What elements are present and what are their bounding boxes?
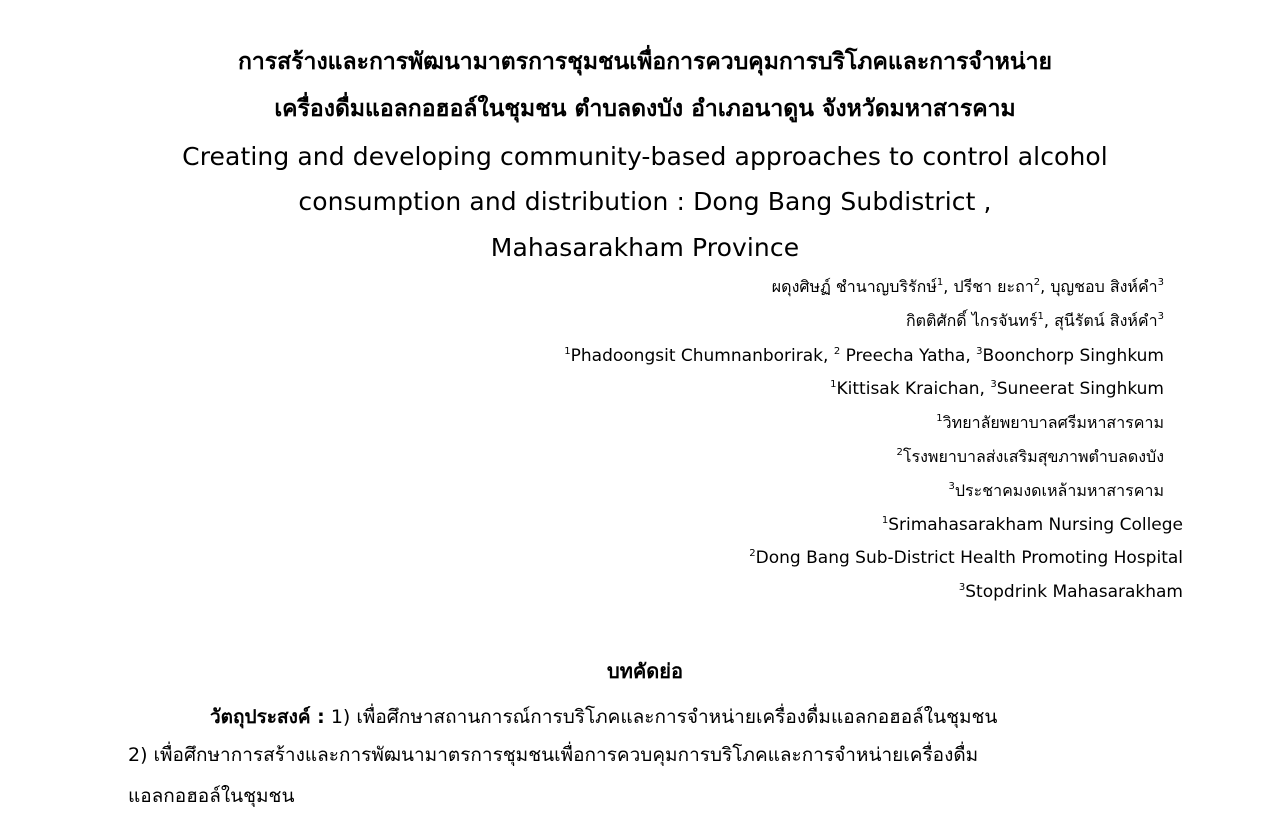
authors-english-line-1: [564, 345, 1164, 367]
abstract-line-2: 2) เพื่อศึกษาการสร้างและการพัฒนามาตรการชุมชนเพื่อการควบคุมการบริโภคและการจำหน่ายเครื่องดื่ม: [128, 744, 979, 766]
author-text: Preecha Yatha,: [840, 346, 977, 366]
author-text: Boonchorp Singhkum: [982, 346, 1164, 366]
affiliation-text: ประชาคมงดเหล้ามหาสารคาม: [954, 481, 1164, 500]
affiliation-sup: 2: [749, 548, 756, 559]
author-sup: 1: [830, 379, 837, 390]
author-sup: 3: [1157, 277, 1164, 288]
affiliation-text: Srimahasarakham Nursing College: [888, 515, 1183, 535]
author-text: Phadoongsit Chumnanborirak,: [570, 346, 834, 366]
authors-english-line-2: [830, 378, 1164, 400]
title-english-line-2: consumption and distribution : Dong Bang Subdistrict ,: [298, 187, 992, 216]
author-text: ผดุงศิษฏ์ ชำนาญบริรักษ์: [771, 277, 937, 296]
author-sup: 1: [1037, 311, 1044, 322]
author-sup: 2: [833, 346, 841, 357]
affiliation-english-1: [882, 514, 1183, 536]
title-english-line-3: Mahasarakham Province: [490, 233, 800, 262]
affiliation-text: วิทยาลัยพยาบาลศรีมหาสารคาม: [942, 413, 1164, 432]
title-english-line-1: Creating and developing community-based approaches to control alcohol: [182, 142, 1108, 171]
affiliation-sup: 1: [881, 515, 889, 526]
affiliation-thai-1: [936, 412, 1164, 434]
author-sup: 3: [1157, 311, 1164, 322]
title-thai-line-2: เครื่องดื่มแอลกอฮอล์ในชุมชน ตำบลดงบัง อำเภอนาดูน จังหวัดมหาสารคาม: [274, 96, 1016, 122]
author-sup: 1: [564, 346, 571, 357]
abstract-text: 1) เพื่อศึกษาสถานการณ์การบริโภคและการจำหน่ายเครื่องดื่มแอลกอฮอล์ในชุมชน: [324, 706, 998, 728]
authors-thai-line-1: [772, 276, 1164, 298]
author-text: , บุญชอบ สิงห์คำ: [1040, 277, 1158, 296]
affiliation-sup: 1: [936, 413, 943, 424]
affiliation-text: โรงพยาบาลส่งเสริมสุขภาพตำบลดงบัง: [902, 447, 1164, 466]
affiliation-english-2: [749, 547, 1183, 569]
author-text: Suneerat Singhkum: [996, 379, 1164, 399]
objective-label: วัตถุประสงค์ :: [210, 706, 325, 728]
authors-thai-line-2: [906, 310, 1164, 332]
affiliation-english-3: [959, 581, 1183, 603]
title-thai-line-1: การสร้างและการพัฒนามาตรการชุมชนเพื่อการควบคุมการบริโภคและการจำหน่าย: [237, 49, 1053, 75]
author-text: Kittisak Kraichan,: [836, 379, 991, 399]
affiliation-sup: 2: [896, 447, 903, 458]
author-sup: 1: [936, 277, 944, 288]
affiliation-text: Dong Bang Sub-District Health Promoting Hospital: [755, 548, 1183, 568]
abstract-line-1: [210, 703, 997, 731]
author-sup: 3: [976, 346, 983, 357]
author-sup: 3: [990, 379, 997, 390]
abstract-heading: บทคัดย่อ: [607, 659, 683, 683]
abstract-line-3: แอลกอฮอล์ในชุมชน: [128, 785, 295, 807]
affiliation-text: Stopdrink Mahasarakham: [965, 582, 1183, 602]
author-text: , สุนีรัตน์ สิงห์คำ: [1043, 311, 1158, 330]
affiliation-sup: 3: [948, 481, 955, 492]
affiliation-sup: 3: [958, 582, 966, 593]
affiliation-thai-2: [897, 446, 1164, 468]
author-text: , ปรีชา ยะถา: [943, 277, 1034, 296]
author-sup: 2: [1033, 277, 1041, 288]
author-text: กิตติศักดิ์ ไกรจันทร์: [905, 311, 1038, 330]
affiliation-thai-3: [949, 480, 1164, 502]
